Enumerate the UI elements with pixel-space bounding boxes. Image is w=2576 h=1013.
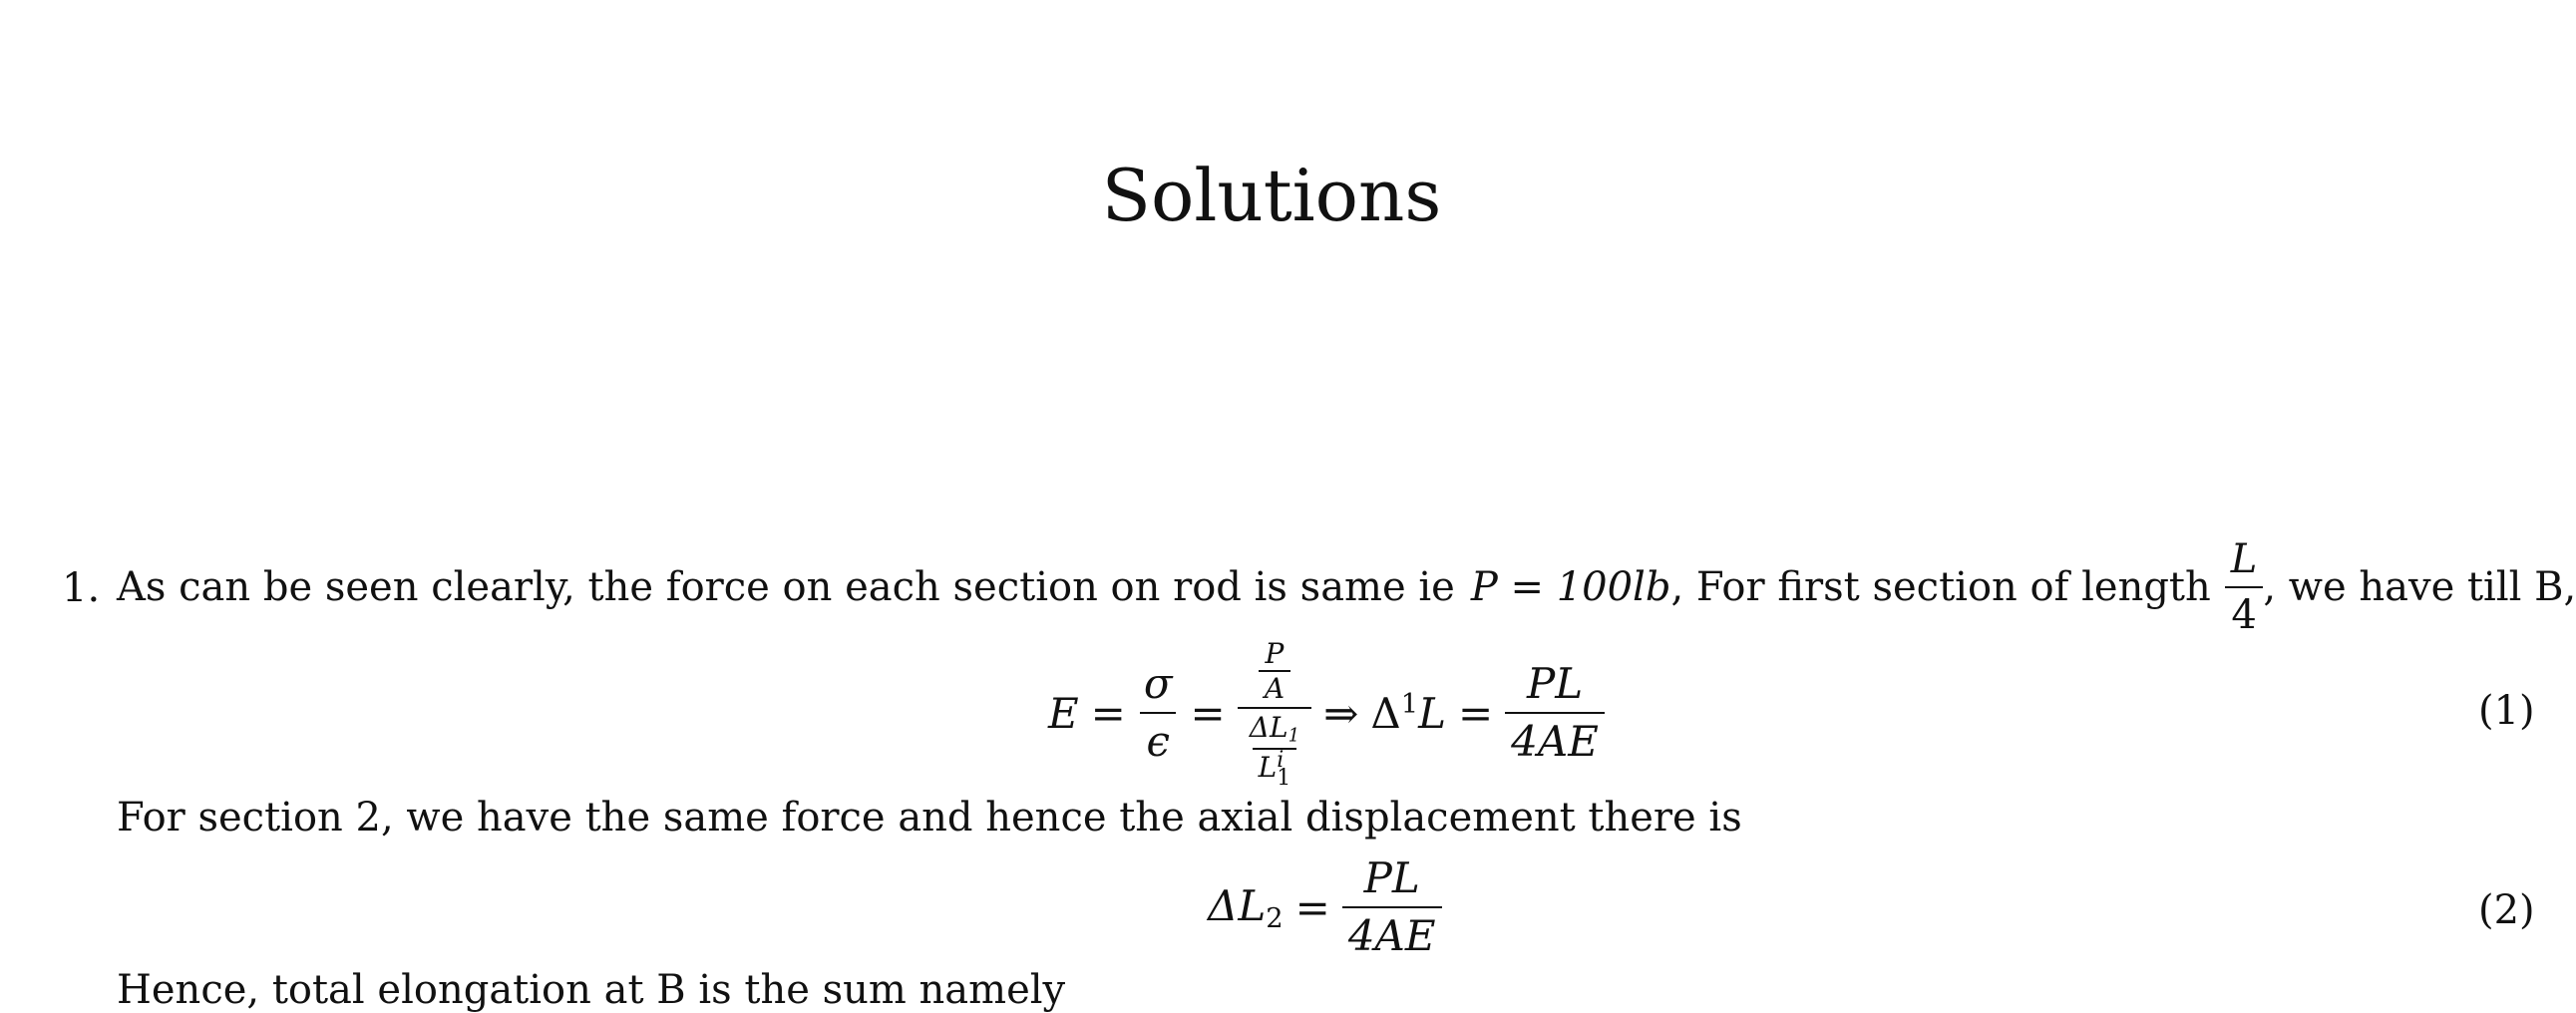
equation-1-number: (1) [2478, 688, 2535, 734]
eq1-l1i-sup: i [1277, 748, 1285, 774]
eq1-p: P [1265, 636, 1285, 670]
paragraph-total-elongation: Hence, total elongation at B is the sum namely [117, 967, 1066, 1013]
eq1-equals-c: = [1457, 688, 1494, 738]
eq1-result-denominator: 4AE [1505, 712, 1605, 764]
eq2-result-numerator: PL [1363, 852, 1420, 902]
eq1-equals-a: = [1090, 688, 1126, 738]
eq2-lhs-sub: 2 [1266, 902, 1284, 934]
eq2-result-fraction [1342, 852, 1442, 960]
list-number: 1. [62, 565, 101, 611]
eq1-compound-denominator [1238, 707, 1311, 791]
eq1-l1i [1253, 748, 1297, 791]
eq1-compound-numerator [1253, 636, 1296, 708]
eq1-delta-l1 [1244, 713, 1305, 748]
eq1-lhs: E [1048, 688, 1079, 738]
item1-text-middle: , For first section of length [1670, 564, 2211, 610]
eq1-result-numerator: PL [1526, 658, 1584, 708]
equation-2-number: (2) [2478, 887, 2535, 933]
eq1-compound-fraction [1238, 636, 1311, 791]
item1-text-after: , we have till B, [2263, 564, 2576, 610]
item1-text-before: As can be seen clearly, the force on each section on rod is same ie [117, 564, 1455, 610]
item1-line [117, 536, 2576, 638]
eq1-implies: ⇒ [1323, 688, 1359, 738]
eq1-delta-var: L [1418, 688, 1446, 738]
eq1-delta-sup: 1 [1400, 688, 1419, 720]
length-denominator: 4 [2225, 586, 2262, 636]
eq1-delta-symbol: Δ [1370, 688, 1401, 738]
equation-2 [1202, 852, 1448, 960]
eq1-p-over-a [1259, 636, 1290, 706]
eq1-result-fraction [1505, 658, 1605, 766]
equation-1 [1042, 636, 1611, 791]
eq1-a: A [1259, 670, 1290, 703]
eq1-l1i-base: L [1258, 751, 1278, 785]
page-title: Solutions [1101, 154, 1442, 237]
eq2-lhs-base: ΔL [1208, 880, 1267, 930]
eq1-l1i-sub: 1 [1277, 765, 1291, 791]
eq2-equals: = [1294, 882, 1330, 932]
paragraph-section-2: For section 2, we have the same force and hence the axial displacement there is [117, 795, 1742, 841]
force-expression: P = 100lb [1470, 564, 1671, 610]
eq1-delta-l1-sub: 1 [1288, 726, 1300, 748]
length-numerator: L [2230, 536, 2258, 582]
eq1-sigma: σ [1143, 658, 1173, 708]
eq1-delta-l1-base: ΔL [1249, 711, 1288, 745]
eq1-sigma-over-epsilon [1138, 658, 1179, 766]
eq2-lhs [1208, 881, 1284, 934]
length-fraction [2225, 538, 2264, 636]
eq1-delta-l [1370, 689, 1446, 738]
eq1-epsilon: ϵ [1140, 712, 1176, 764]
eq1-equals-b: = [1190, 688, 1226, 738]
eq2-result-denominator: 4AE [1342, 906, 1442, 958]
eq1-dl-over-l [1244, 711, 1305, 791]
